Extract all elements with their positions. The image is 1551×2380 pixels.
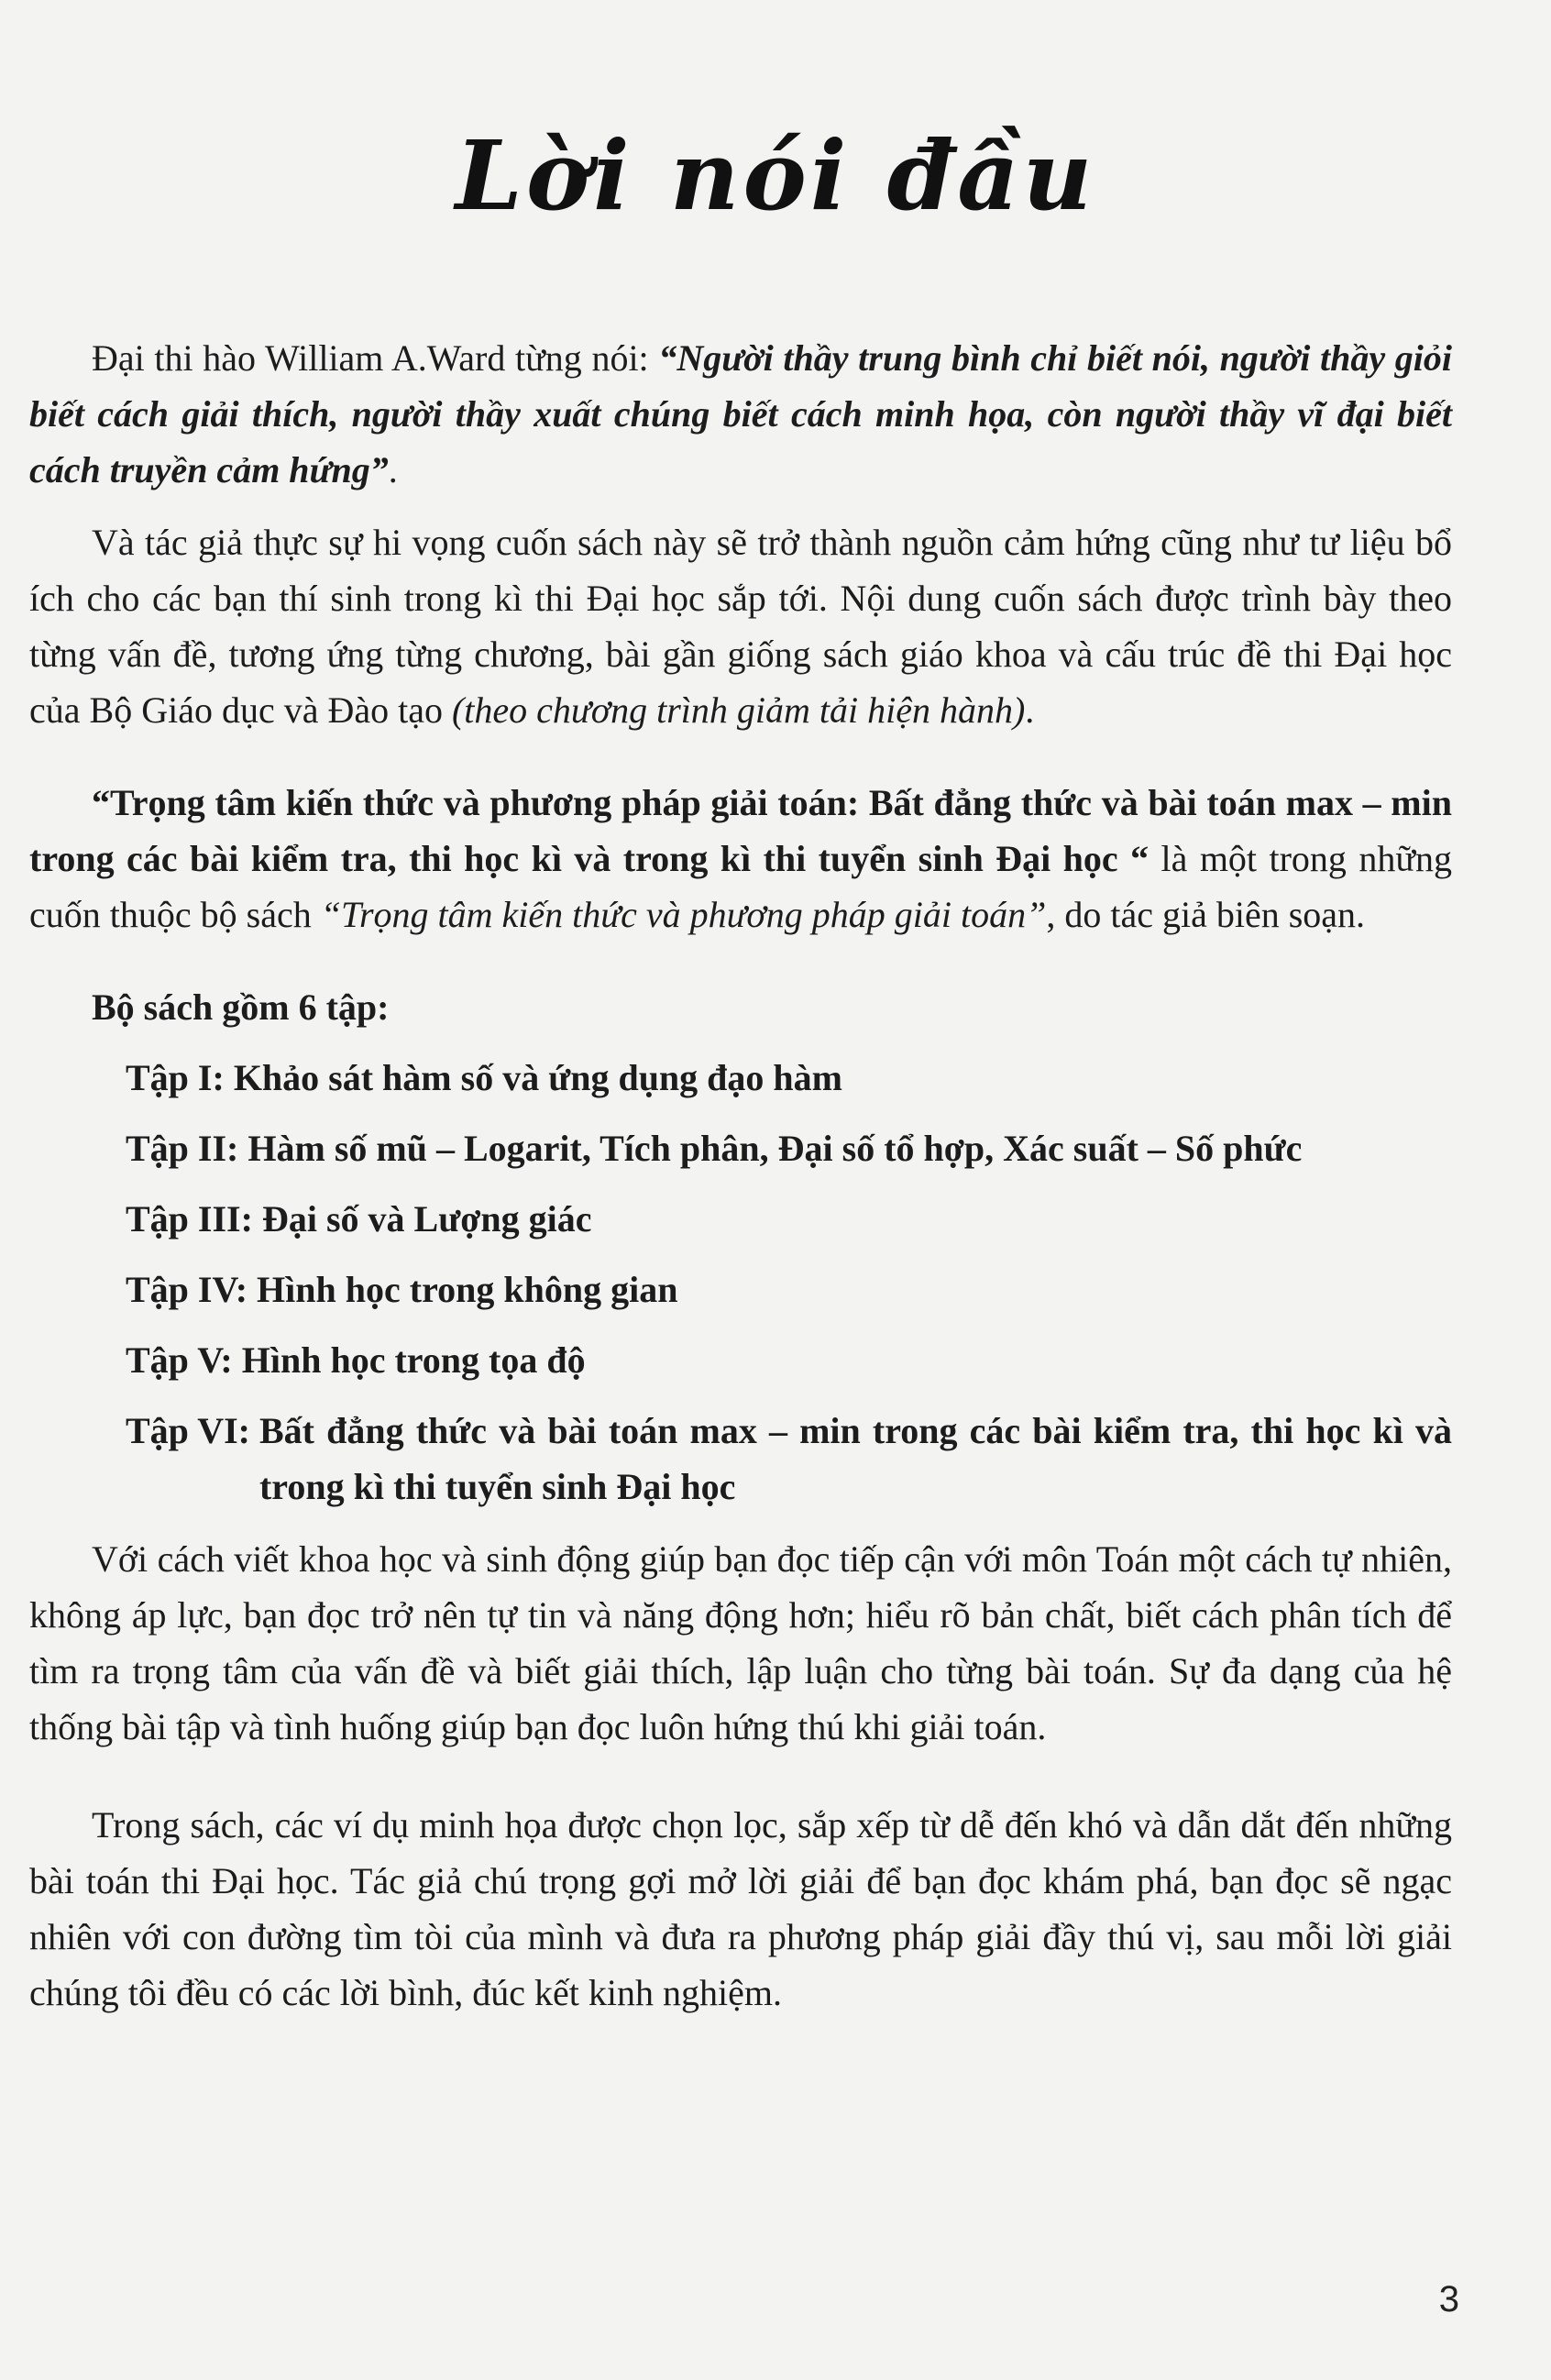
- curriculum-note: (theo chương trình giảm tải hiện hành): [451, 689, 1026, 731]
- volume-item: Tập I: Khảo sát hàm số và ứng dụng đạo hàm: [126, 1057, 842, 1098]
- book-title-paragraph: [29, 775, 1452, 942]
- volume-6-label: Tập VI:: [126, 1410, 259, 1451]
- book-title-end: , do tác giả biên soạn.: [1046, 894, 1366, 935]
- approach-paragraph: Với cách viết khoa học và sinh động giúp bạn đọc tiếp cận với môn Toán một cách tự nhiên, không áp lực, bạn đọc trở nên tự tin và năng động hơn; hiểu rõ bản chất, biết cách phân tích để tìm ra trọng tâm của vấn đề và biết giải thích, lập luận cho từng bài toán. Sự đa dạng của hệ thống bài tập và tình huống giúp bạn đọc luôn hứng thú khi giải toán.: [29, 1538, 1452, 1747]
- page-content: [29, 330, 1452, 2021]
- page-number: 3: [1438, 2279, 1459, 2319]
- volume-6-text: Bất đẳng thức và bài toán max – min trong các bài kiểm tra, thi học kì và trong kì thi tuyển sinh Đại học: [258, 1410, 1452, 1507]
- book-title-mid: là một trong những cuốn thuộc bộ sách: [29, 838, 1452, 935]
- series-name: “Trọng tâm kiến thức và phương pháp giải toán”: [320, 894, 1047, 935]
- volume-item: Tập III: Đại số và Lượng giác: [126, 1198, 592, 1240]
- book-title: “Trọng tâm kiến thức và phương pháp giải toán: Bất đẳng thức và bài toán max – min trong các bài kiểm tra, thi học kì và trong kì thi tuyển sinh Đại học “: [29, 782, 1452, 879]
- volume-item: Tập IV: Hình học trong không gian: [126, 1269, 678, 1310]
- volumes-heading: Bộ sách gồm 6 tập:: [92, 986, 390, 1028]
- purpose-text: Và tác giả thực sự hi vọng cuốn sách này sẽ trở thành nguồn cảm hứng cũng như tư liệu bổ ích cho các bạn thí sinh trong kì thi Đại học sắp tới. Nội dung cuốn sách được trình bày theo từng vấn đề, tương ứng từng chương, bài gần giống sách giáo khoa và cấu trúc đề thi Đại học của Bộ Giáo dục và Đào tạo: [29, 522, 1452, 731]
- volume-item: Tập II: Hàm số mũ – Logarit, Tích phân, Đại số tổ hợp, Xác suất – Số phức: [126, 1128, 1303, 1169]
- volume-item-6: [29, 1403, 1452, 1515]
- intro-paragraph: [29, 330, 1452, 498]
- purpose-paragraph: [29, 514, 1452, 738]
- purpose-end: .: [1025, 689, 1035, 731]
- intro-prefix: Đại thi hào William A.Ward từng nói:: [92, 337, 659, 379]
- examples-paragraph: Trong sách, các ví dụ minh họa được chọn lọc, sắp xếp từ dễ đến khó và dẫn dắt đến những bài toán thi Đại học. Tác giả chú trọng gợi mở lời giải để bạn đọc khám phá, bạn đọc sẽ ngạc nhiên với con đường tìm tòi của mình và đưa ra phương pháp giải đầy thú vị, sau mỗi lời giải chúng tôi đều có các lời bình, đúc kết kinh nghiệm.: [29, 1804, 1452, 2013]
- ward-quote: “Người thầy trung bình chỉ biết nói, người thầy giỏi biết cách giải thích, người thầy xuất chúng biết cách minh họa, còn người thầy vĩ đại biết cách truyền cảm hứng”: [29, 337, 1452, 490]
- intro-suffix: .: [388, 449, 398, 490]
- volume-item: Tập V: Hình học trong tọa độ: [126, 1339, 586, 1381]
- page-title: Lời nói đầu: [455, 119, 1096, 232]
